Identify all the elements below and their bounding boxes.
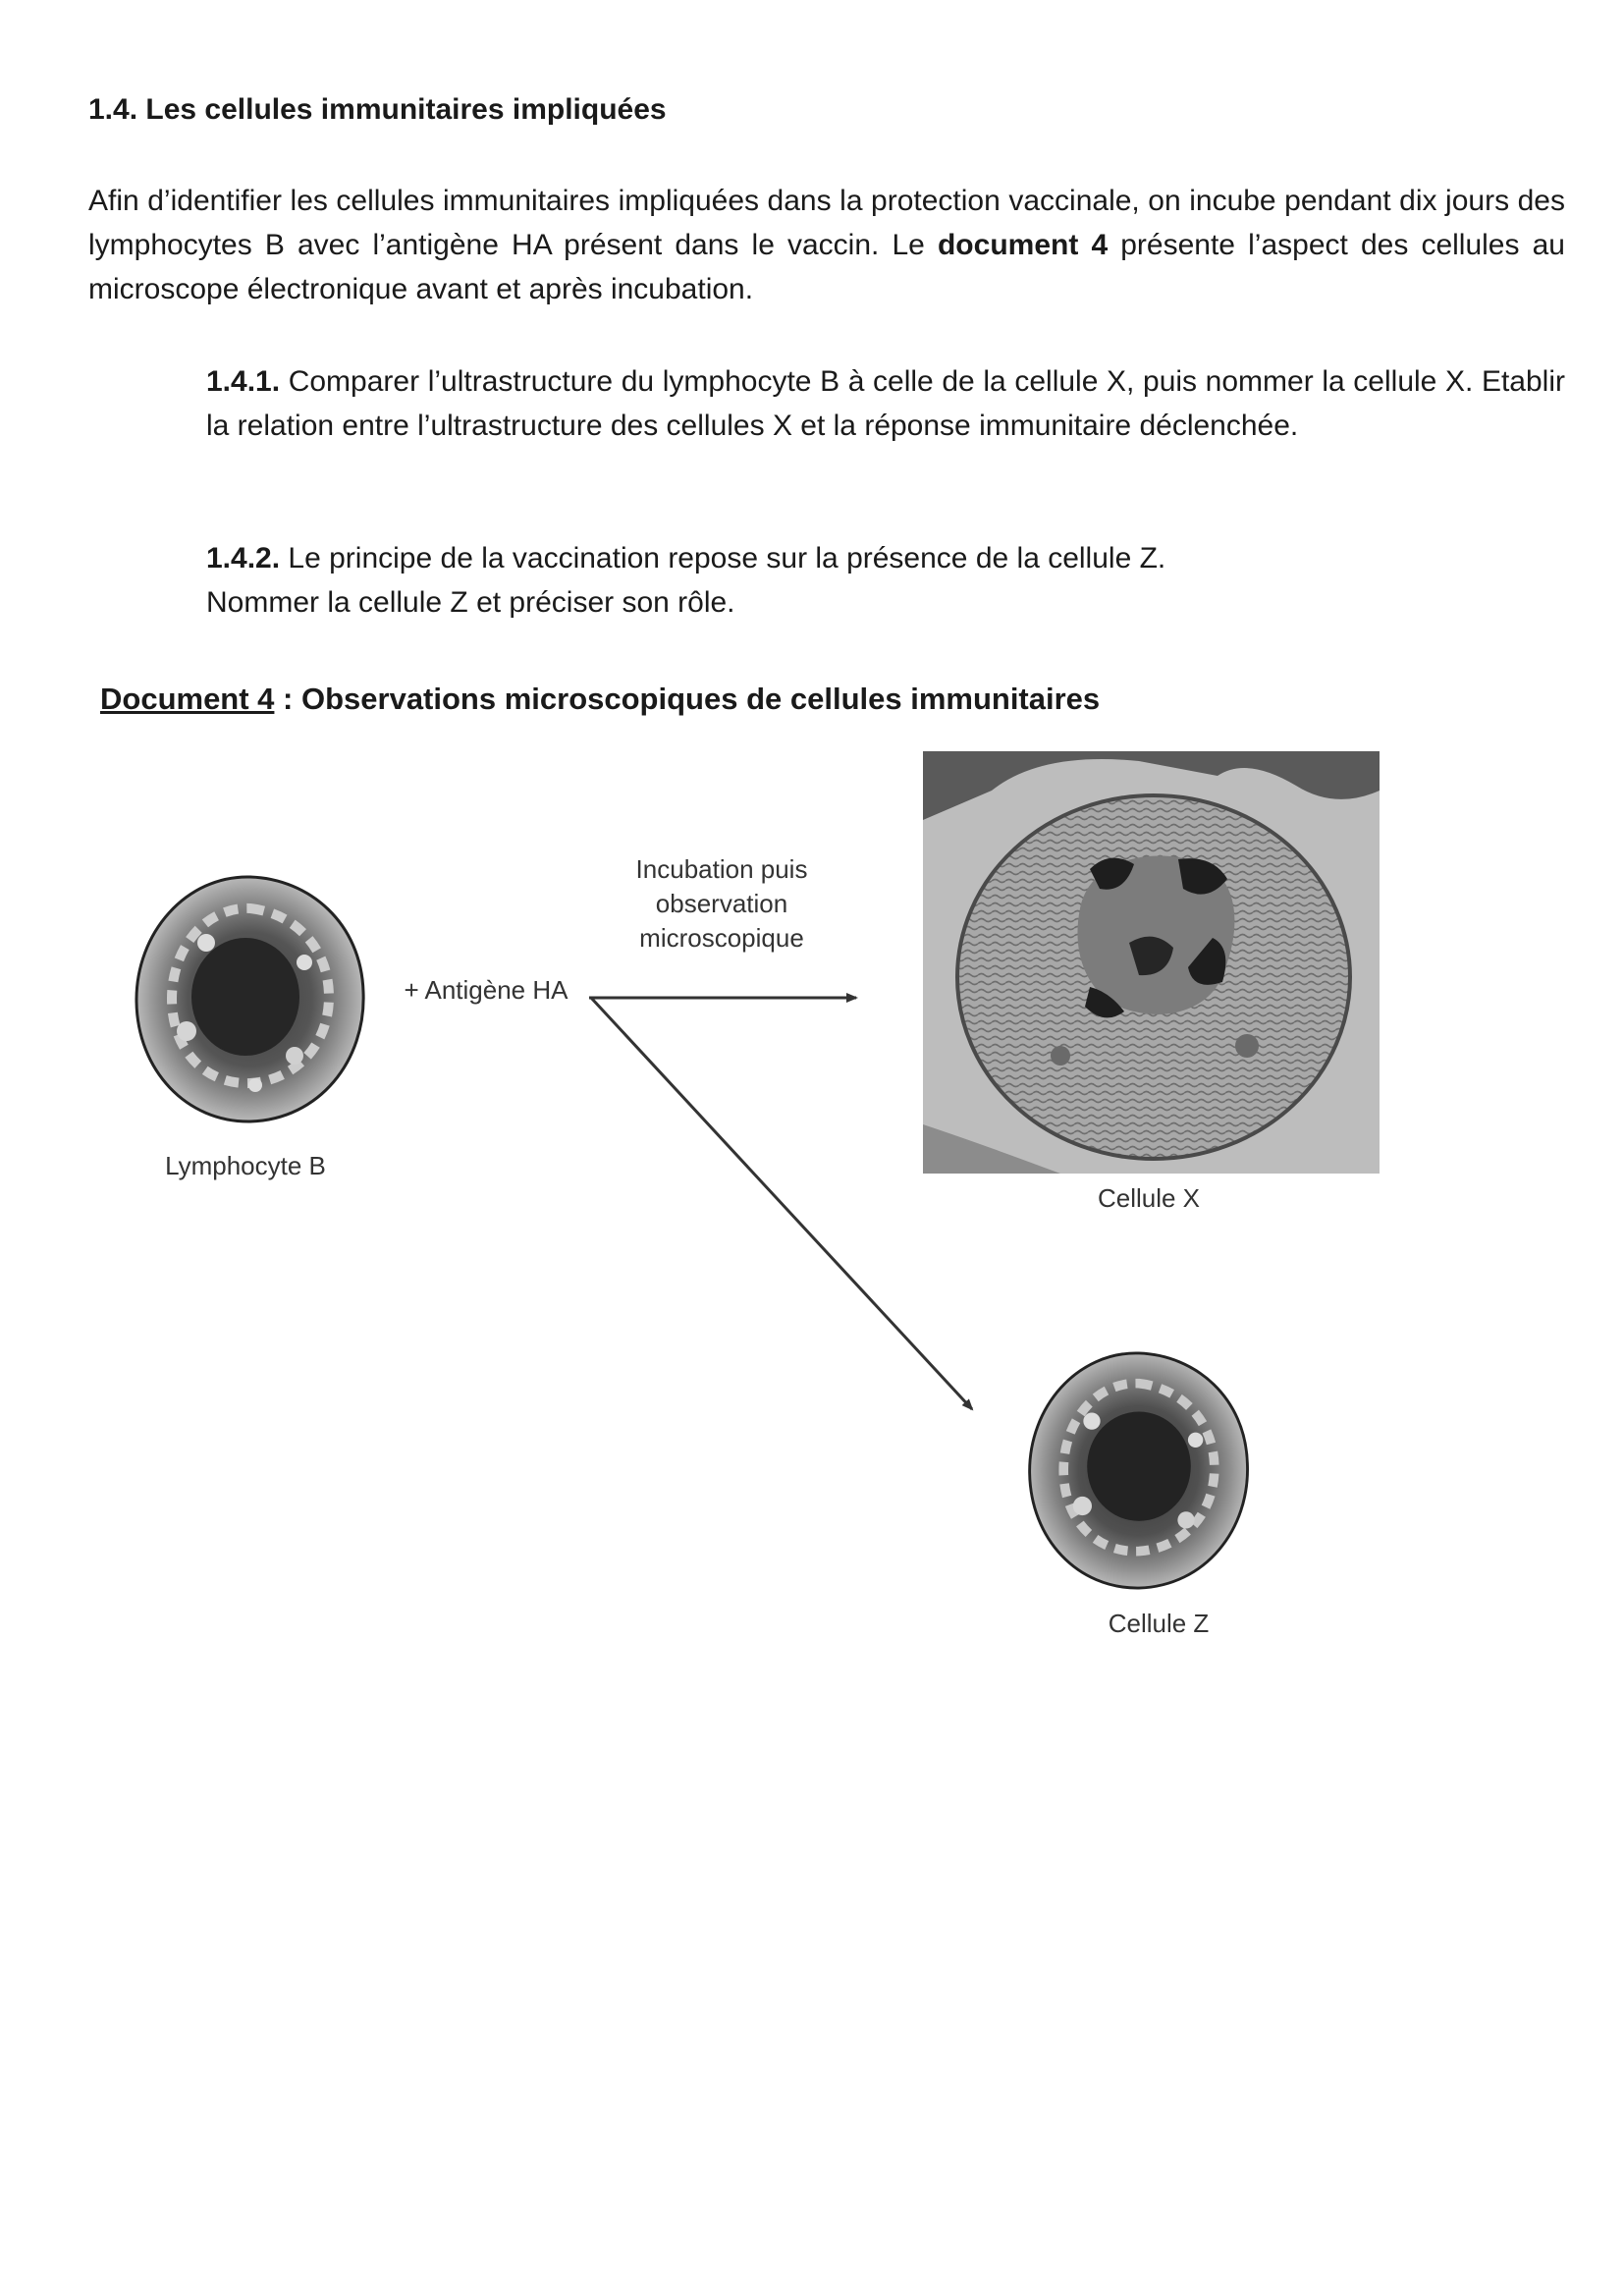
lymphocyte-b-label: Lymphocyte B [165,1151,326,1180]
cellule-z-micrograph [1021,1345,1257,1596]
intro-text-end: présente l’aspect des cellules au microscope électronique avant et après incubation. [88,229,1565,305]
lymphocyte-b-micrograph [128,869,373,1129]
document-separator: : [274,682,301,716]
incubation-label [589,852,854,956]
incubation-label-line-1: Incubation puis [635,854,808,884]
intro-text-start: Afin d’identifier les cellules immunitaires impliquées dans la protection vaccinale, on incube pendant dix jours des lymphocytes B avec l’antigène HA présent dans le vaccin. Le [88,185,1565,261]
question-number: 1.4.2. [206,542,281,574]
section-title: 1.4. Les cellules immunitaires impliquées [88,93,667,126]
question-number: 1.4.1. [206,365,281,398]
document-label: Document 4 [100,682,275,716]
incubation-label-line-3: microscopique [639,923,804,953]
question-text-line-1: Le principe de la vaccination repose sur la présence de la cellule Z. [288,542,1166,574]
question-text-line-2: Nommer la cellule Z et préciser son rôle. [206,586,735,619]
incubation-label-line-2: observation [655,889,788,918]
question-text: Comparer l’ultrastructure du lymphocyte B à celle de la cellule X, puis nommer la cellule X. Etablir la relation entre l’ultrastructure des cellules X et la réponse immunitaire déclenchée. [206,365,1565,442]
antigen-label: + Antigène HA [404,975,568,1005]
cellule-x-label: Cellule X [1097,1183,1201,1213]
cellule-z-label: Cellule Z [1108,1609,1210,1638]
arrow-to-cell-z [591,998,972,1409]
intro-document-ref: document 4 [937,229,1109,261]
cellule-x-micrograph [923,751,1380,1174]
document-title-text: Observations microscopiques de cellules immunitaires [300,682,1101,716]
